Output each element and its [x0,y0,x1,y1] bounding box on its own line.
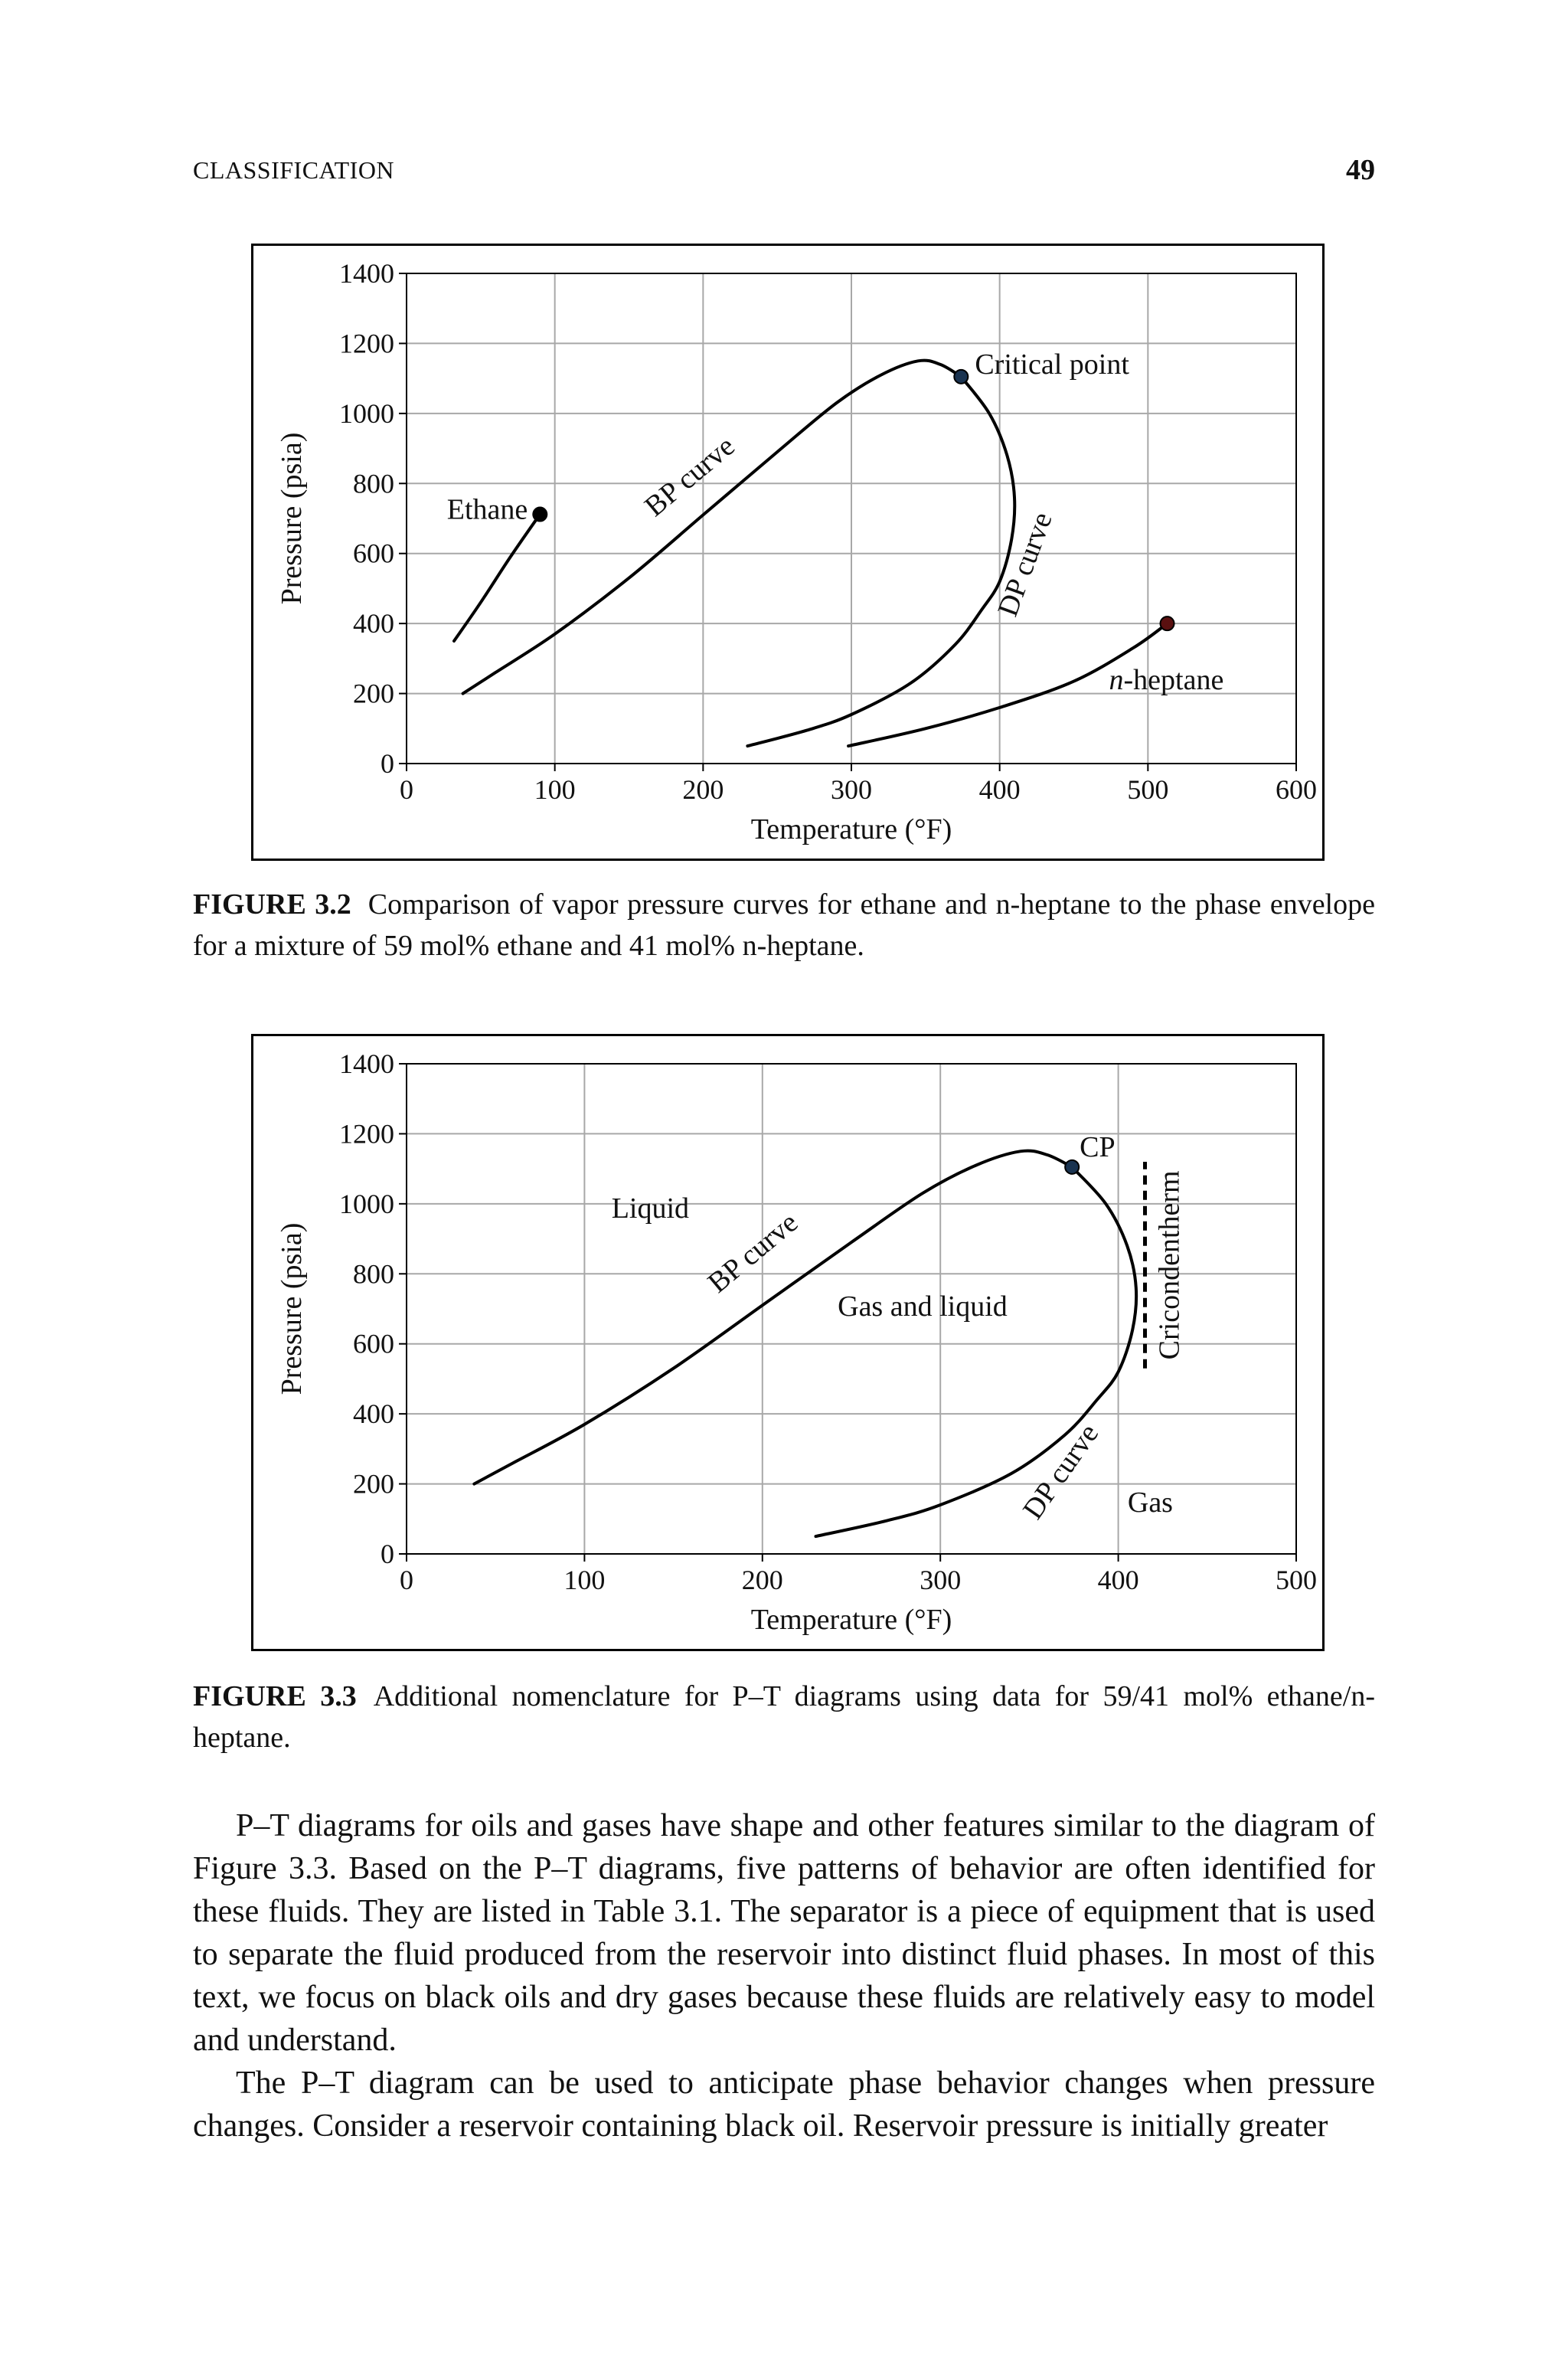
y-tick-label: 1000 [339,397,394,429]
x-tick-label: 500 [1276,1565,1317,1595]
figure-3-3-caption [193,1676,1375,1758]
point-label-cp: CP [1080,1130,1116,1163]
y-tick-label: 600 [353,1328,394,1359]
x-tick-label: 300 [831,774,872,805]
annotation-gas: Gas [1127,1487,1173,1519]
caption-label: FIGURE 3.3 [193,1680,357,1712]
running-header: CLASSIFICATION [193,156,395,184]
figure-3-2 [251,244,1325,861]
y-tick-label: 400 [353,608,394,639]
y-tick-label: 0 [381,1539,394,1569]
figure-3-2-chart [253,246,1322,859]
x-tick-label: 200 [682,774,724,805]
x-tick-label: 300 [920,1565,962,1595]
x-axis-label: Temperature (°F) [750,813,952,845]
annotation-bp-curve: BP curve [639,430,741,523]
annotation-dp-curve: DP curve [1017,1418,1106,1526]
point-label-critical-point: Critical point [975,348,1129,381]
page-number: 49 [1346,154,1375,186]
y-tick-label: 800 [353,1258,394,1290]
x-tick-label: 400 [1097,1565,1139,1595]
figure-3-2-caption [193,884,1375,966]
figure-3-3-chart [253,1036,1322,1649]
body-text [193,1804,1375,2147]
x-tick-label: 600 [1276,774,1317,805]
point-ethane [533,508,547,522]
paragraph: P–T diagrams for oils and gases have shape and other features similar to the diagram of Figure 3.3. Based on the P–T diagrams, five patterns of behavior are often identified for these fluids. They are listed in Table 3.1. The separator is a piece of equipment that is used to separate the fluid produced from the reservoir into distinct fluid phases. In most of this text, we focus on black oils and dry gases because these fluids are relatively easy to model and understand. [193,1808,1375,2058]
point-critical-point [954,370,968,384]
point-label-n-heptane: n-heptane [1109,664,1224,697]
y-tick-label: 200 [353,678,394,709]
annotation-dp-curve: DP curve [991,508,1059,621]
x-tick-label: 0 [400,1565,413,1595]
x-tick-label: 100 [564,1565,606,1595]
y-tick-label: 0 [381,748,394,779]
paragraph: The P–T diagram can be used to anticipate phase behavior changes when pressure changes. Consider a reservoir containing black oil. Reservoir pressure is initially greater [193,2065,1375,2144]
caption-text: Comparison of vapor pressure curves for ethane and n-heptane to the phase envelope for a mixture of 59 mol% ethane and 41 mol% n-heptane. [193,888,1375,962]
y-tick-label: 400 [353,1398,394,1430]
x-axis-label: Temperature (°F) [750,1604,952,1636]
x-tick-label: 200 [741,1565,783,1595]
annotation-bp-curve: BP curve [701,1206,805,1300]
caption-label: FIGURE 3.2 [193,888,351,921]
y-tick-label: 1200 [339,328,394,359]
x-tick-label: 0 [400,774,413,805]
x-tick-label: 100 [534,774,576,805]
italic-n: n [1109,664,1124,697]
annotation-liquid: Liquid [611,1192,690,1225]
y-tick-label: 1400 [339,1048,394,1079]
point-cp [1065,1160,1079,1174]
x-tick-label: 500 [1127,774,1169,805]
figure-3-3 [251,1034,1325,1651]
series-dp-curve [816,1167,1137,1536]
y-tick-label: 1000 [339,1188,394,1219]
y-axis-label: Pressure (psia) [276,1222,308,1395]
y-axis-label: Pressure (psia) [276,432,308,605]
series-ethane [454,515,540,642]
y-tick-label: 1200 [339,1118,394,1150]
y-tick-label: 200 [353,1468,394,1500]
x-tick-label: 400 [978,774,1021,805]
annotation-gas-and-liquid: Gas and liquid [838,1290,1008,1323]
series-bp-curve [463,361,962,694]
y-tick-label: 600 [353,538,394,569]
y-tick-label: 800 [353,468,394,499]
point-label-ethane: Ethane [446,493,528,526]
point-n-heptane [1161,617,1174,630]
caption-text: Additional nomenclature for P–T diagrams using data for 59/41 mol% ethane/n-heptane. [193,1680,1375,1754]
series-dp-curve [747,377,1014,746]
label-cricondentherm: Cricondentherm [1153,1170,1186,1360]
y-tick-label: 1400 [339,258,394,289]
